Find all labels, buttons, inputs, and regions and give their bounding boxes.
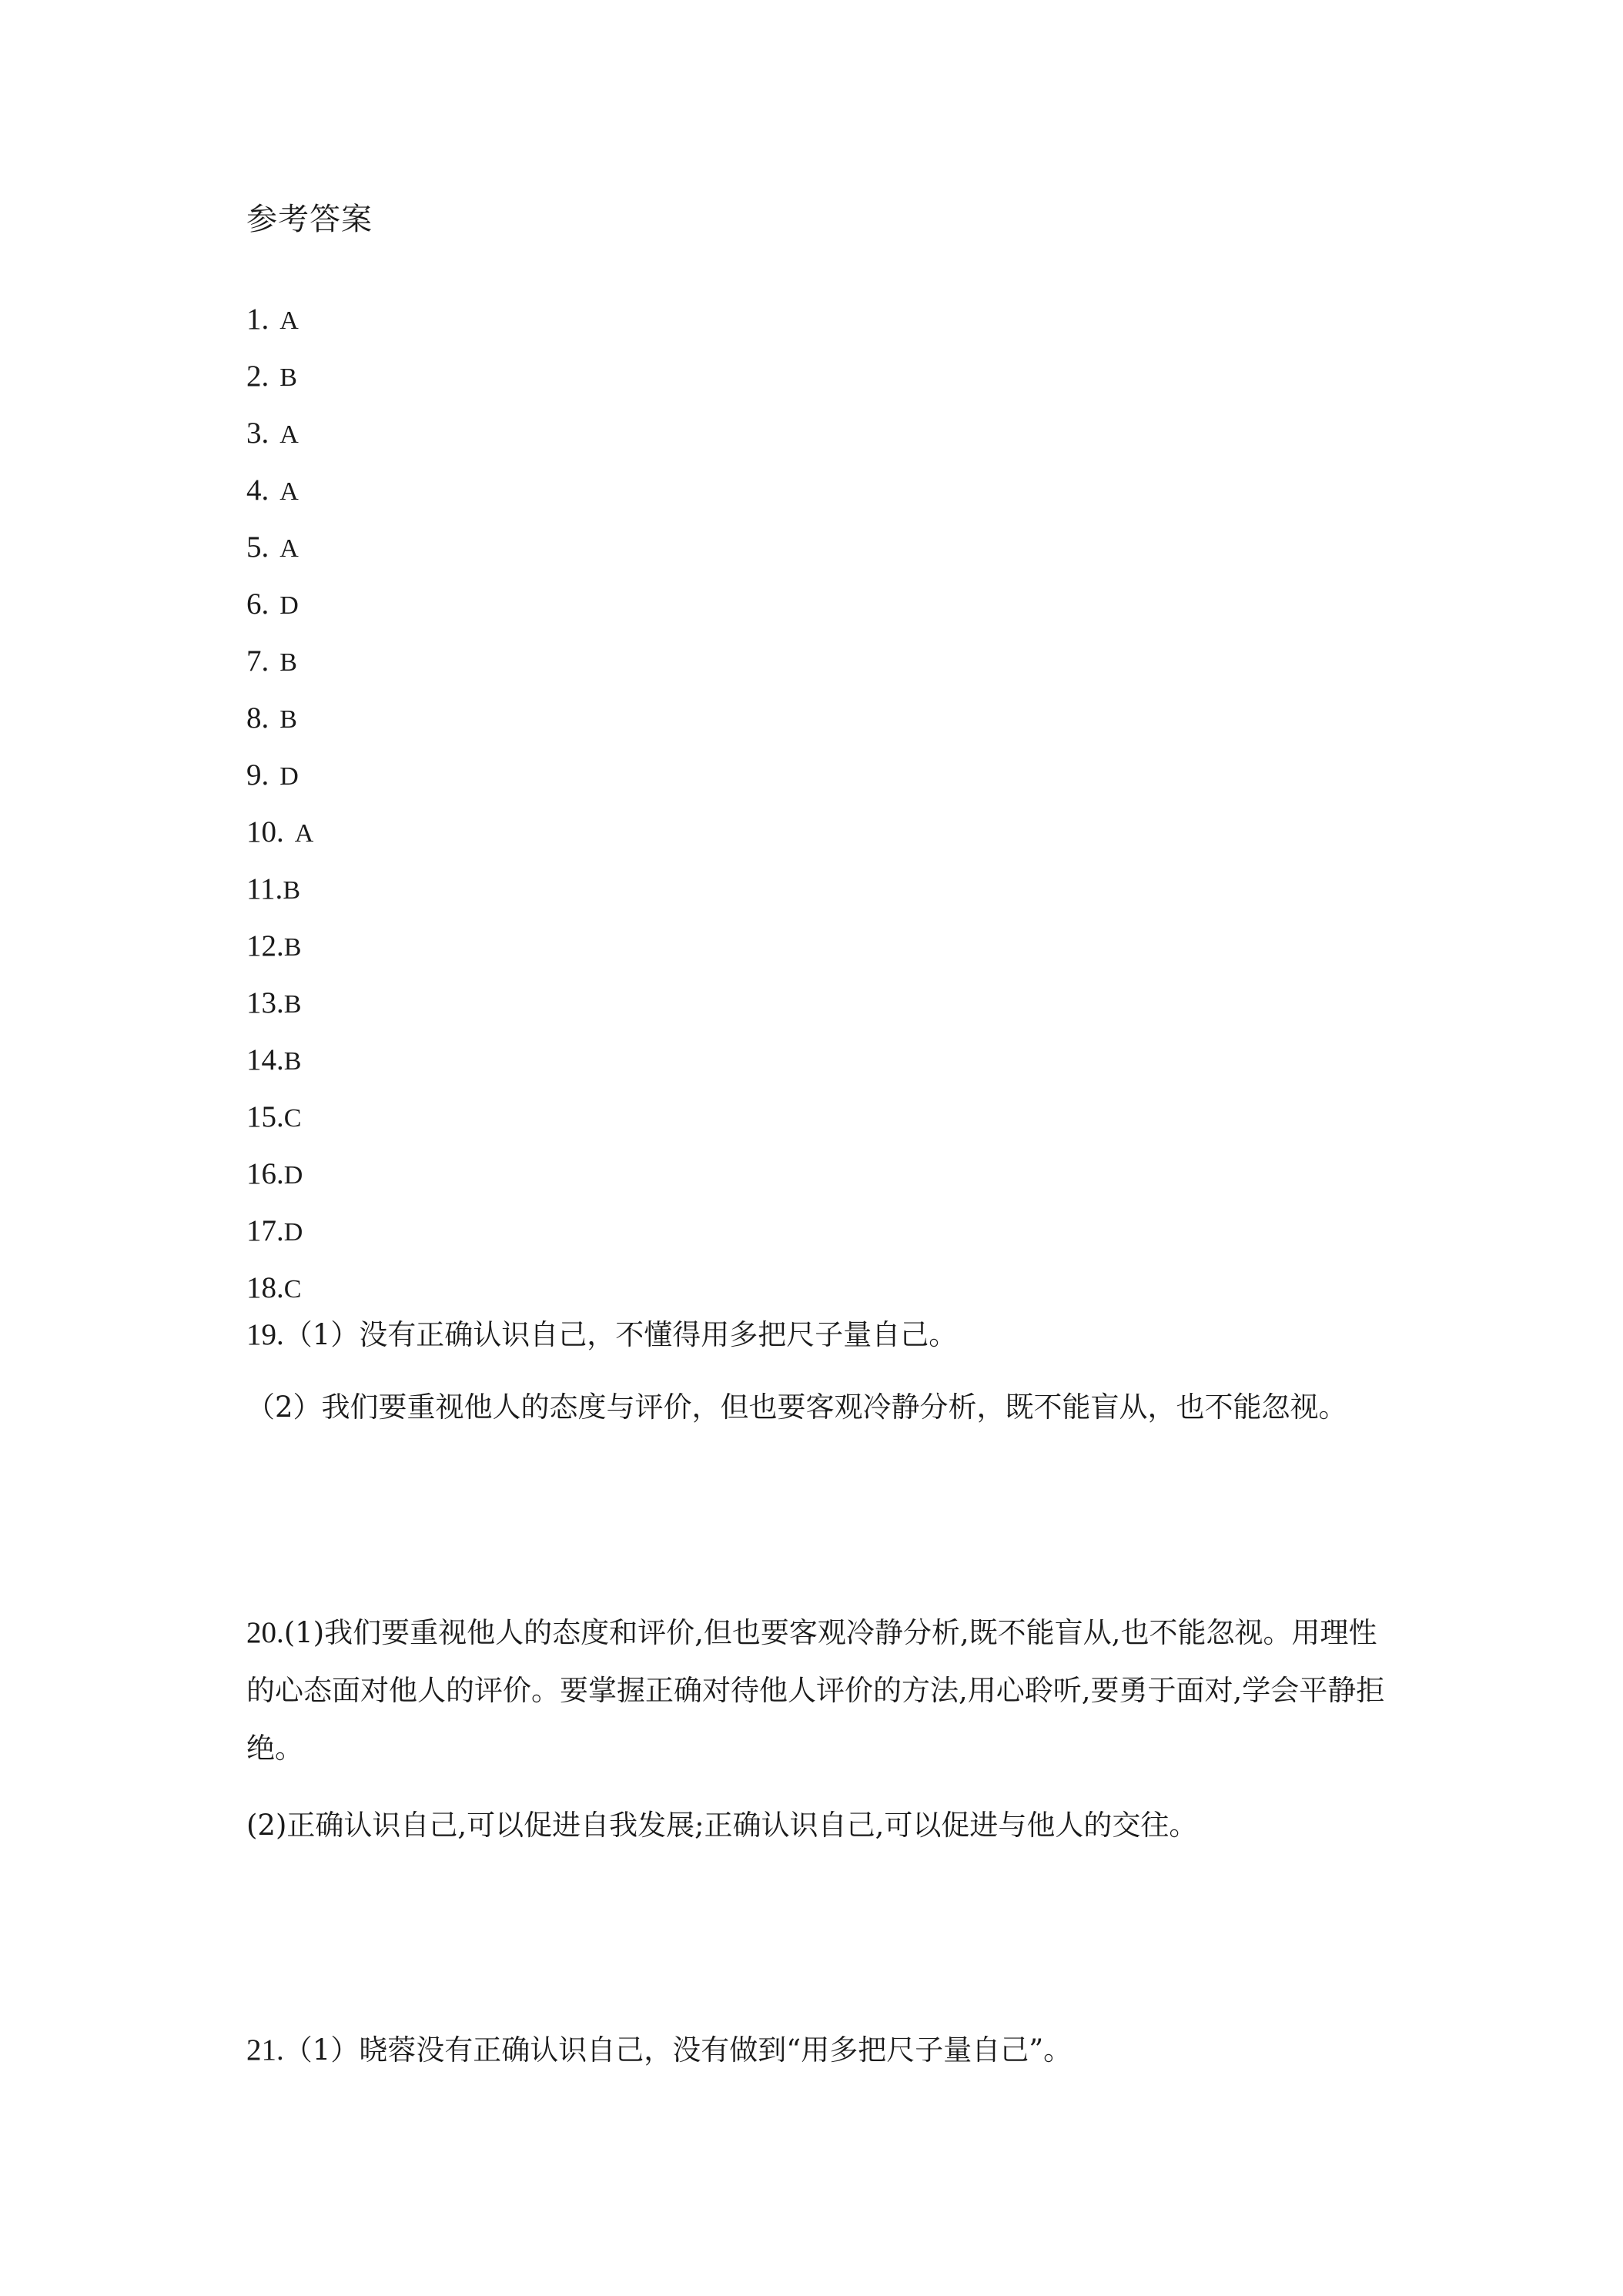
answer-number: 14. [246, 1043, 284, 1076]
question-19-part-2: （2）我们要重视他人的态度与评价，但也要客观冷静分析，既不能盲从，也不能忽视。 [246, 1391, 1347, 1424]
answer-value: B [283, 933, 302, 962]
question-number: 20. [246, 1616, 284, 1649]
question-number: 19. [246, 1318, 284, 1351]
answer-number: 16. [246, 1157, 284, 1190]
answer-item [246, 633, 313, 690]
answer-value: B [279, 363, 297, 392]
question-21-answer [246, 2022, 1401, 2079]
answer-value: D [283, 1218, 303, 1247]
answer-number: 7. [246, 644, 269, 678]
answer-number: 18. [246, 1271, 284, 1304]
answer-list [246, 291, 313, 1317]
answer-item [246, 918, 313, 975]
answer-number: 4. [246, 474, 269, 507]
answer-value: B [283, 876, 300, 905]
question-19-part-1 [246, 1307, 1401, 1364]
answer-number: 15. [246, 1100, 284, 1133]
answer-item [246, 462, 313, 519]
answer-item [246, 291, 313, 348]
answer-item [246, 690, 313, 747]
answer-value: A [294, 819, 314, 848]
answer-item [246, 861, 313, 918]
question-20-part-1 [246, 1604, 1401, 1777]
answer-item [246, 975, 313, 1032]
answer-number: 13. [246, 986, 284, 1019]
question-19-answer [246, 1307, 1401, 1436]
answer-item [246, 405, 313, 462]
answer-number: 12. [246, 929, 284, 962]
answer-number: 2. [246, 360, 269, 393]
answer-item [246, 747, 313, 804]
answer-number: 1. [246, 303, 269, 336]
answer-value: A [279, 534, 299, 563]
answer-item [246, 1146, 313, 1203]
answer-item [246, 576, 313, 633]
answer-value: D [283, 1161, 303, 1190]
answer-item [246, 348, 313, 405]
answer-value: A [279, 306, 299, 335]
answer-value: A [279, 420, 299, 449]
answer-number: 3. [246, 417, 269, 450]
answer-number: 9. [246, 758, 269, 792]
answer-item [246, 1089, 313, 1146]
answer-value: A [279, 477, 299, 506]
question-number: 21. [246, 2033, 284, 2067]
answer-number: 11. [246, 872, 283, 905]
answer-text: （1）没有正确认识自己，不懂得用多把尺子量自己。 [283, 1318, 958, 1351]
answer-text: (1)我们要重视他人的态度和评价,但也要客观冷静分析,既不能盲从,也不能忽视。用理性的心态面对他人的评价。要掌握正确对待他人评价的方法,用心聆听,要勇于面对,学会平静拒绝。 [246, 1616, 1385, 1765]
answer-text: （1）晓蓉没有正确认识自己，没有做到“用多把尺子量自己”。 [283, 2033, 1073, 2067]
answer-item [246, 519, 313, 576]
answer-key-title: 参考答案 [246, 202, 373, 237]
answer-value: B [283, 1047, 302, 1076]
answer-number: 10. [246, 815, 284, 848]
answer-value: B [279, 705, 297, 734]
answer-item [246, 804, 313, 861]
answer-number: 17. [246, 1214, 284, 1247]
question-20-part-2: (2)正确认识自己,可以促进自我发展;正确认识自己,可以促进与他人的交往。 [246, 1809, 1198, 1842]
question-21-part-1 [246, 2022, 1401, 2079]
answer-value: B [279, 648, 297, 677]
answer-item [246, 1203, 313, 1260]
answer-value: C [283, 1104, 302, 1133]
answer-number: 6. [246, 587, 269, 621]
answer-number: 5. [246, 530, 269, 564]
answer-value: D [279, 591, 299, 620]
answer-value: D [279, 762, 299, 791]
answer-number: 8. [246, 701, 269, 735]
answer-value: B [283, 990, 302, 1019]
question-20-answer [246, 1604, 1401, 1854]
answer-value: C [283, 1275, 302, 1304]
answer-item [246, 1032, 313, 1089]
